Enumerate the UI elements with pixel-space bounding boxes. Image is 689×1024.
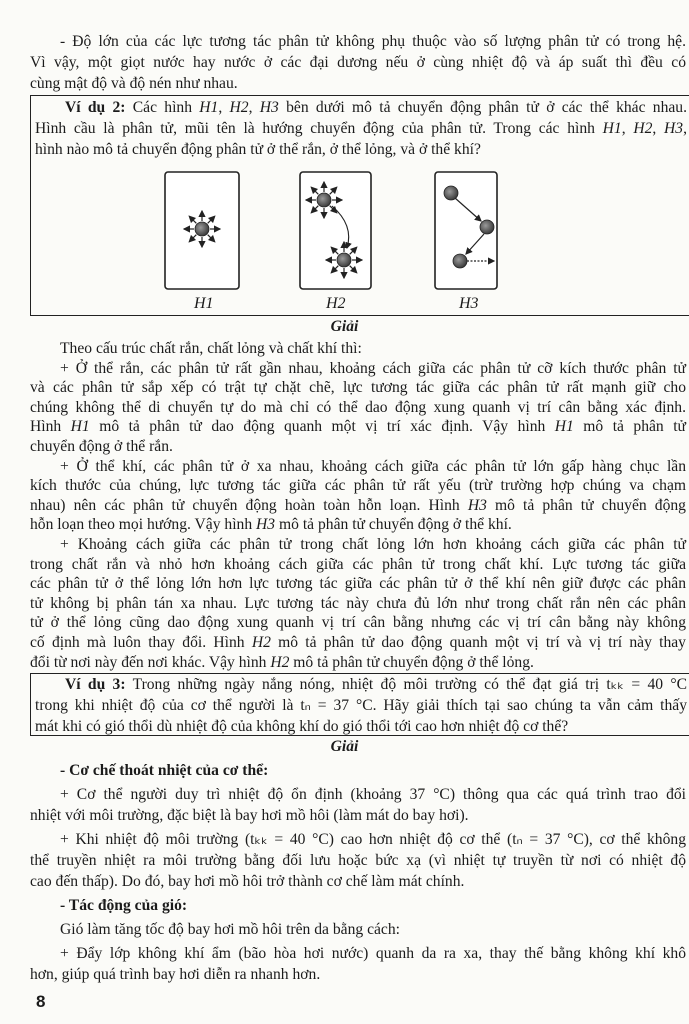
figure-ref: H1	[554, 418, 574, 436]
text-line: + Cơ thể người duy trì nhiệt độ ổn định (khoảng 37 °C) thông qua các quá trình trao đổi	[60, 786, 686, 803]
text-line: Hình cầu là phân tử, mũi tên là hướng chuyển động của phân tử. Trong các hình H1, H2, H3,	[35, 120, 687, 137]
figure-label-h1: H1	[194, 295, 214, 312]
text-line: - Độ lớn của các lực tương tác phân tử không phụ thuộc vào số lượng phân tử có trong hệ.	[60, 33, 686, 50]
figure-ref: H2	[229, 99, 249, 116]
page-number: 8	[36, 992, 46, 1011]
figure-ref: H2	[270, 653, 290, 671]
text-line: Theo cấu trúc chất rắn, chất lỏng và chất khí thì:	[60, 340, 362, 357]
text-line: tử ở thể lỏng cũng dao động xung quanh vị trí cân bằng nhưng các vị trí cân bằng này không	[30, 614, 686, 632]
text-line: cố định mà luôn thay đổi. Hình H2 mô tả phân tử dao động quanh một vị trí và vị trí này thay	[30, 633, 686, 651]
paragraph	[30, 760, 686, 781]
paragraph	[30, 31, 686, 94]
molecule-icon	[195, 222, 209, 236]
text-line: các phân tử ở thể lỏng lớn hơn lực tương tác giữa các phân tử ở thể khí nên giữ được các phân	[30, 575, 686, 593]
text-line: + Đẩy lớp không khí ẩm (bão hòa hơi nước) quanh da ra xa, thay thế bằng không khí khô	[60, 945, 686, 962]
solution-heading-1: Giải	[330, 318, 359, 335]
figure-ref: H1	[70, 418, 90, 436]
figure-ref: H3	[256, 516, 276, 534]
text-line: Hình H1 mô tả phân tử dao động quanh một vị trí xác định. Vậy hình H1 mô tả phân tử	[30, 418, 686, 436]
molecule-icon	[337, 253, 351, 267]
text-line: chuyển động ở thể rắn.	[30, 437, 173, 455]
text-line: mát khi có gió thổi dù nhiệt độ của không khí do gió thổi tới cao hơn nhiệt độ cơ thể?	[35, 718, 569, 735]
figure-ref: H3	[664, 120, 684, 137]
example-label: Ví dụ 2:	[65, 99, 126, 116]
intro-text	[30, 31, 686, 94]
figure-ref: H1	[199, 99, 219, 116]
text-line	[35, 97, 687, 118]
text-line: + Ở thể rắn, các phân tử rất gần nhau, khoảng cách giữa các phân tử cỡ kích thước phân tử	[60, 359, 686, 377]
paragraph	[30, 457, 686, 535]
paragraph	[35, 97, 687, 160]
text-line: hình nào mô tả chuyển động phân tử ở thể rắn, ở thể lỏng, và ở thể khí?	[35, 141, 481, 158]
text-line: trong khi nhiệt độ của cơ thể người là tₙ = 37 °C. Hãy giải thích tại sao chúng ta vẫn cảm thấy	[35, 697, 687, 714]
text-line: + Khoảng cách giữa các phân tử trong chất lỏng lớn hơn khoảng cách giữa các phân tử	[60, 535, 686, 553]
text-line: cùng mật độ và độ nén như nhau.	[30, 75, 238, 92]
molecule-icon	[480, 220, 494, 234]
text-line: Vì vậy, một giọt nước hay nước ở các đại dương nếu ở cùng nhiệt độ và áp suất thì đều có	[30, 54, 686, 71]
text-line: hơn, giúp quá trình bay hơi diễn ra nhanh hơn.	[30, 966, 321, 983]
text-line: nhiệt với môi trường, đặc biệt là bay hơi mồ hôi (làm mát do bay hơi).	[30, 807, 469, 824]
text-line	[35, 674, 687, 695]
figure-label-h2: H2	[326, 295, 346, 312]
text-line: + Khi nhiệt độ môi trường (tₖₖ = 40 °C) cao hơn nhiệt độ cơ thể (tₙ = 37 °C), cơ thể không	[60, 831, 686, 848]
solution-1-text	[30, 339, 686, 672]
example-label: Ví dụ 3:	[65, 676, 126, 693]
example-2-question	[31, 96, 687, 160]
paragraph	[30, 359, 686, 457]
paragraph	[30, 784, 686, 826]
text-line: - Tác động của gió:	[60, 897, 188, 914]
molecule-icon	[444, 186, 458, 200]
figure-ref: H2	[633, 120, 653, 137]
text-line: thể truyền nhiệt ra môi trường bằng đối lưu hoặc bức xạ (vì nhiệt tự truyền từ nơi có nhiệt độ	[30, 852, 686, 869]
paragraph	[30, 943, 686, 985]
solution-2-text	[30, 760, 686, 985]
paragraph	[30, 919, 686, 940]
figure-ref: H1	[602, 120, 622, 137]
molecule-icon	[453, 254, 467, 268]
molecule-motion-figures	[0, 168, 689, 292]
molecule-icon	[317, 193, 331, 207]
text-line: trong chất rắn và nhỏ hơn khoảng cách giữa các phân tử trong chất khí. Lực tương tác giữa	[30, 555, 686, 573]
text-line: nhau) nên các phân tử chuyển động hoàn toàn hỗn loạn. Hình H3 mô tả phân tử chuyển động	[30, 496, 686, 514]
figure-ref: H3	[259, 99, 279, 116]
example-3-box	[30, 673, 689, 736]
paragraph	[30, 339, 686, 359]
text-line: cao đến thấp). Do đó, bay hơi mồ hôi trở thành cơ chế làm mát chính.	[30, 873, 465, 890]
figure-ref: H3	[467, 496, 487, 514]
text-span: Các hình H1, H2, H3 bên dưới mô tả chuyển động phân tử ở các thể khác nhau.	[125, 99, 688, 116]
text-line: - Cơ chế thoát nhiệt của cơ thể:	[60, 762, 269, 779]
text-line: chúng không thể di chuyển tự do mà chỉ có thể dao động xung quanh vị trí cân bằng xác định.	[30, 398, 686, 416]
text-span: Trong những ngày nắng nóng, nhiệt độ môi trường có thể đạt giá trị tₖₖ = 40 °C	[125, 676, 687, 693]
text-line: Gió làm tăng tốc độ bay hơi mồ hôi trên da bằng cách:	[60, 921, 400, 938]
figure-label-h3: H3	[459, 295, 479, 312]
figure-ref: H2	[251, 633, 271, 651]
figure-frame-h2	[300, 172, 371, 289]
paragraph	[30, 895, 686, 916]
text-line: + Ở thể khí, các phân tử ở xa nhau, khoảng cách giữa các phân tử lớn gấp hàng chục lần	[60, 457, 686, 475]
text-line: và các phân tử sắp xếp có trật tự chặt chẽ, lực tương tác giữa các phân tử rất mạnh giữ cho	[30, 379, 686, 397]
text-line: đổi từ nơi này đến nơi khác. Vậy hình H2 mô tả phân tử chuyển động ở thể lỏng.	[30, 653, 534, 671]
example-3-question	[31, 674, 687, 737]
text-line: tử không bị phân tán xa nhau. Lực tương tác này chưa đủ lớn như trong chất rắn nên các phân	[30, 594, 686, 612]
paragraph	[30, 829, 686, 892]
paragraph	[30, 535, 686, 672]
paragraph	[35, 674, 687, 737]
text-line: kích thước của chúng, lực tương tác giữa các phân tử rất yếu (trừ trường hợp chúng va chạm	[30, 477, 686, 495]
text-line: hỗn loạn theo mọi hướng. Vậy hình H3 mô tả phân tử chuyển động ở thể khí.	[30, 516, 512, 534]
solution-heading-2: Giải	[330, 738, 359, 755]
